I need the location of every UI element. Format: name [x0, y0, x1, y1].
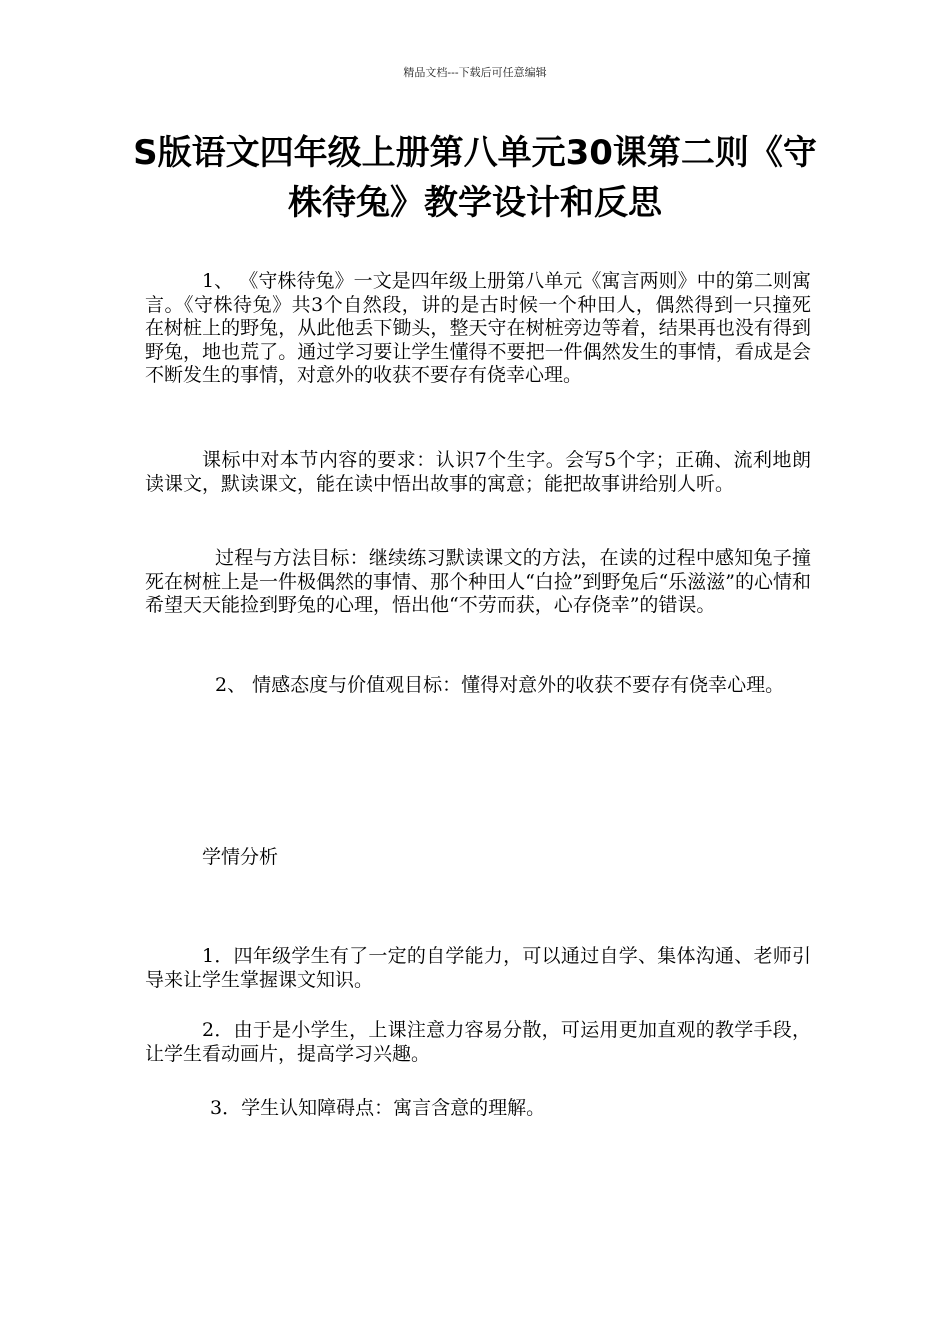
paragraph-curriculum-requirements: 课标中对本节内容的要求：认识7个生字。会写5个字；正确、流利地朗读课文，默读课文，能在读中悟出故事的寓意；能把故事讲给别人听。	[145, 449, 811, 495]
section-heading-learning-analysis: 学情分析	[202, 846, 279, 868]
paragraph-content-overview: 1、 《守株待兔》一文是四年级上册第八单元《寓言两则》中的第二则寓言。《守株待兔》共3个自然段，讲的是古时候一个种田人，偶然得到一只撞死在树桩上的野兔，从此他丢下锄头，整天守在树桩旁边等着，结果再也没有得到野兔，地也荒了。通过学习要让学生懂得不要把一件偶然发生的事情，看成是会不断发生的事情，对意外的收获不要存有侥幸心理。	[145, 270, 811, 386]
document-title: S版语文四年级上册第八单元30课第二则《守株待兔》教学设计和反思	[133, 133, 817, 223]
paragraph-analysis-3: 3．学生认知障碍点：寓言含意的理解。	[210, 1097, 546, 1119]
header-note: 精品文档---下载后可任意编辑	[403, 66, 547, 79]
paragraph-process-method-goals: 过程与方法目标：继续练习默读课文的方法，在读的过程中感知兔子撞死在树桩上是一件极偶然的事情、那个种田人“白捡”到野兔后“乐滋滋”的心情和希望天天能捡到野兔的心理，悟出他“不劳而获，心存侥幸”的错误。	[145, 547, 811, 616]
paragraph-analysis-1: 1．四年级学生有了一定的自学能力，可以通过自学、集体沟通、老师引导来让学生掌握课文知识。	[145, 945, 811, 991]
paragraph-emotion-value-goals: 2、 情感态度与价值观目标：懂得对意外的收获不要存有侥幸心理。	[215, 674, 785, 696]
paragraph-analysis-2: 2．由于是小学生，上课注意力容易分散，可运用更加直观的教学手段，让学生看动画片，提高学习兴趣。	[145, 1019, 811, 1065]
